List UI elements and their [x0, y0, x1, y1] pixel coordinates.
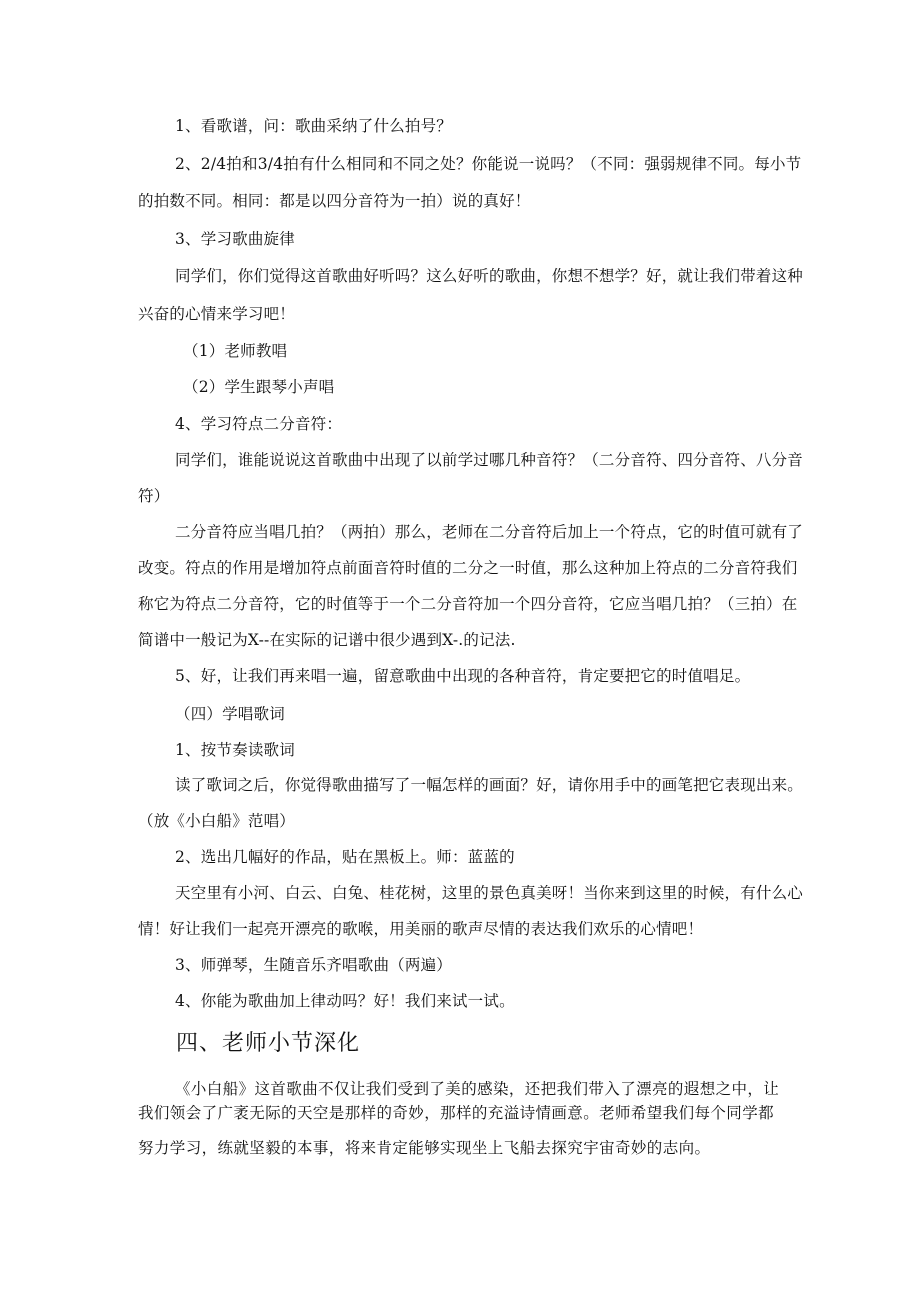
lyrics-step-3: 3、师弹琴，生随音乐齐唱歌曲（两遍）: [175, 956, 452, 974]
step-4: 4、学习符点二分音符：: [175, 415, 343, 433]
lyrics-step-4: 4、你能为歌曲加上律动吗？好！我们来试一试。: [175, 992, 515, 1010]
step-4-para-2-line-1: 二分音符应当唱几拍？（两拍）那么，老师在二分音符后加上一个符点，它的时值可就有了: [175, 523, 804, 541]
step-3-sub-2: （2）学生跟琴小声唱: [183, 378, 335, 396]
step-4-para-2-line-3: 称它为符点二分音符，它的时值等于一个二分音符加一个四分音符，它应当唱几拍？（三拍）在: [138, 595, 798, 613]
step-4-para-2-line-4: 简谱中一般记为X--在实际的记谱中很少遇到X-.的记法.: [138, 631, 516, 649]
lyrics-step-2: 2、选出几幅好的作品，贴在黑板上。师：蓝蓝的: [175, 848, 515, 866]
step-3-sub-1: （1）老师教唱: [183, 342, 288, 360]
step-1: 1、看歌谱，问：歌曲采纳了什么拍号？: [175, 117, 452, 135]
step-2-line-1: 2、2/4拍和3/4拍有什么相同和不同之处？你能说一说吗？（不同：强弱规律不同。每小节: [175, 155, 802, 173]
step-3-para-line-2: 兴奋的心情来学习吧！: [138, 305, 296, 323]
lyrics-step-1-para-line-1: 读了歌词之后，你觉得歌曲描写了一幅怎样的画面？好，请你用手中的画笔把它表现出来。: [175, 776, 804, 794]
summary-para-line-1: 《小白船》这首歌曲不仅让我们受到了美的感染，还把我们带入了漂亮的遐想之中，让: [175, 1080, 780, 1098]
summary-para-line-3: 努力学习，练就坚毅的本事，将来肯定能够实现坐上飞船去探究宇宙奇妙的志向。: [138, 1139, 711, 1157]
step-3-para-line-1: 同学们，你们觉得这首歌曲好听吗？这么好听的歌曲，你想不想学？好，就让我们带着这种: [175, 267, 804, 285]
step-4-para-2-line-2: 改变。符点的作用是增加符点前面音符时值的二分之一时值，那么这种加上符点的二分音符我们: [138, 559, 798, 577]
step-2-line-2: 的拍数不同。相同：都是以四分音符为一拍）说的真好！: [138, 192, 531, 210]
lyrics-step-1-para-line-2: （放《小白船》范唱）: [138, 812, 296, 830]
step-5: 5、好，让我们再来唱一遍，留意歌曲中出现的各种音符，肯定要把它的时值唱足。: [175, 667, 751, 685]
step-3: 3、学习歌曲旋律: [175, 230, 295, 248]
lyrics-step-1: 1、按节奏读歌词: [175, 741, 295, 759]
lyrics-step-2-para-line-1: 天空里有小河、白云、白兔、桂花树，这里的景色真美呀！当你来到这里的时候，有什么心: [175, 884, 804, 902]
lyrics-step-2-para-line-2: 情！好让我们一起亮开漂亮的歌喉，用美丽的歌声尽情的表达我们欢乐的心情吧！: [138, 920, 704, 938]
step-4-para-1-line-2: 符）: [138, 487, 170, 505]
section-lyrics-title: （四）学唱歌词: [175, 705, 285, 723]
section-summary-heading: 四、老师小节深化: [176, 1031, 361, 1056]
summary-para-line-2: 我们领会了广袤无际的天空是那样的奇妙，那样的充溢诗情画意。老师希望我们每个同学都: [138, 1104, 775, 1122]
step-4-para-1-line-1: 同学们，谁能说说这首歌曲中出现了以前学过哪几种音符？（二分音符、四分音符、八分音: [175, 451, 804, 469]
